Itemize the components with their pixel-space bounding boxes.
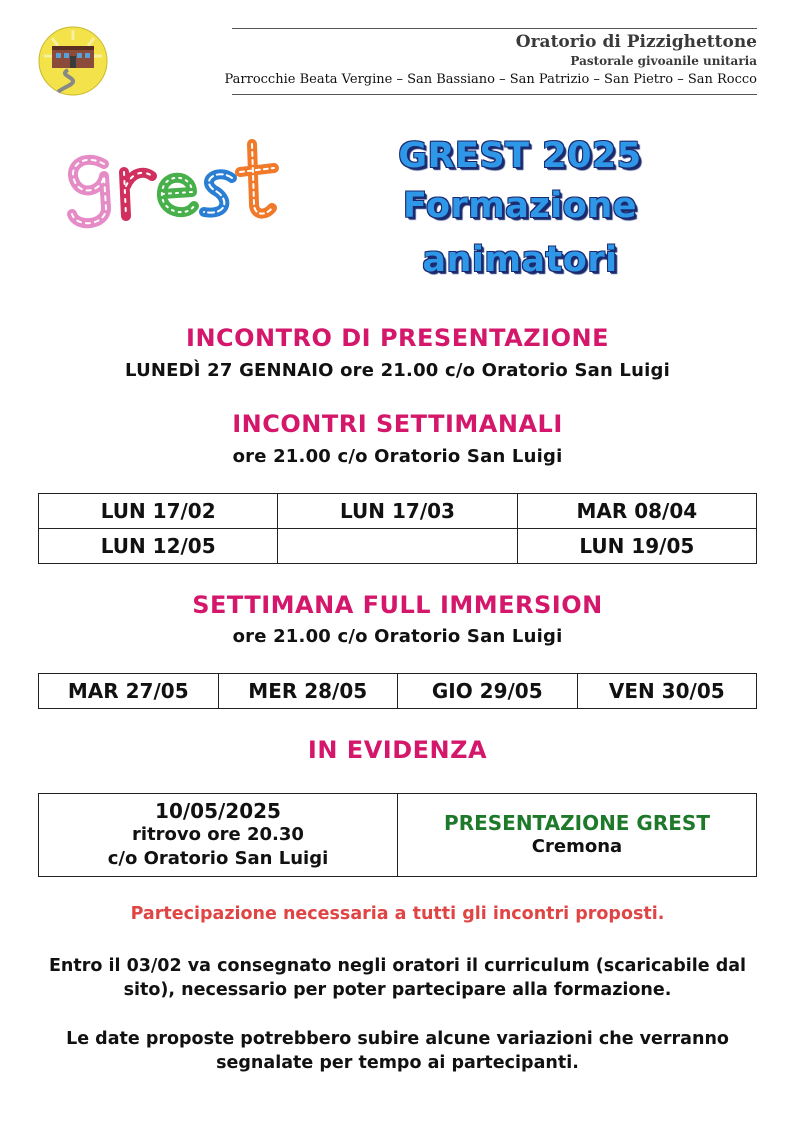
presentation-title: INCONTRO DI PRESENTAZIONE xyxy=(186,324,609,352)
full-immersion-title: SETTIMANA FULL IMMERSION xyxy=(192,591,603,619)
curriculum-note: Entro il 03/02 va consegnato negli oratori il curriculum (scaricabile dal sito), necessario per poter partecipare alla formazione. xyxy=(48,956,747,1000)
highlight-right-cell xyxy=(398,794,757,877)
main-title-line3: animatori xyxy=(422,240,618,280)
highlight-place: Cremona xyxy=(531,836,623,857)
table-cell: LUN 17/02 xyxy=(39,494,278,529)
header-divider-top xyxy=(232,28,757,29)
table-cell: MAR 27/05 xyxy=(39,674,219,709)
highlight-title: IN EVIDENZA xyxy=(307,736,488,764)
header-divider-bottom xyxy=(232,94,757,95)
participation-note: Partecipazione necessaria a tutti gli incontri proposti. xyxy=(130,904,665,924)
organization-name: Oratorio di Pizzighettone xyxy=(515,32,757,52)
presentation-details: LUNEDÌ 27 GENNAIO ore 21.00 c/o Oratorio San Luigi xyxy=(125,360,670,381)
main-title-line2: Formazione xyxy=(403,186,637,226)
highlight-left-cell xyxy=(39,794,398,877)
full-immersion-details: ore 21.00 c/o Oratorio San Luigi xyxy=(232,626,563,647)
grest-logo xyxy=(62,134,280,232)
table-cell xyxy=(278,529,517,564)
highlight-meeting-time: ritrovo ore 20.30 xyxy=(132,824,304,845)
highlight-table xyxy=(38,793,757,877)
table-row xyxy=(39,794,757,877)
table-cell: MAR 08/04 xyxy=(517,494,756,529)
table-cell: GIO 29/05 xyxy=(398,674,578,709)
table-cell: LUN 17/03 xyxy=(278,494,517,529)
organization-subtitle: Pastorale givoanile unitaria xyxy=(570,54,757,68)
table-cell: MER 28/05 xyxy=(218,674,398,709)
table-row xyxy=(39,494,757,529)
table-cell: VEN 30/05 xyxy=(577,674,757,709)
table-row xyxy=(39,529,757,564)
changes-note: Le date proposte potrebbero subire alcune variazioni che verranno segnalate per tempo ai partecipanti. xyxy=(66,1029,729,1073)
parishes-line: Parrocchie Beata Vergine – San Bassiano – San Patrizio – San Pietro – San Rocco xyxy=(224,72,757,87)
full-immersion-table xyxy=(38,673,757,709)
weekly-title: INCONTRI SETTIMANALI xyxy=(232,410,563,438)
table-cell: LUN 19/05 xyxy=(517,529,756,564)
weekly-dates-table xyxy=(38,493,757,564)
weekly-details: ore 21.00 c/o Oratorio San Luigi xyxy=(232,446,563,467)
main-title-line1: GREST 2025 xyxy=(398,136,642,176)
table-cell: LUN 12/05 xyxy=(39,529,278,564)
oratorio-logo xyxy=(38,26,108,96)
highlight-location: c/o Oratorio San Luigi xyxy=(107,848,329,869)
table-row xyxy=(39,674,757,709)
highlight-date: 10/05/2025 xyxy=(155,799,281,823)
highlight-event: PRESENTAZIONE GREST xyxy=(444,811,710,835)
